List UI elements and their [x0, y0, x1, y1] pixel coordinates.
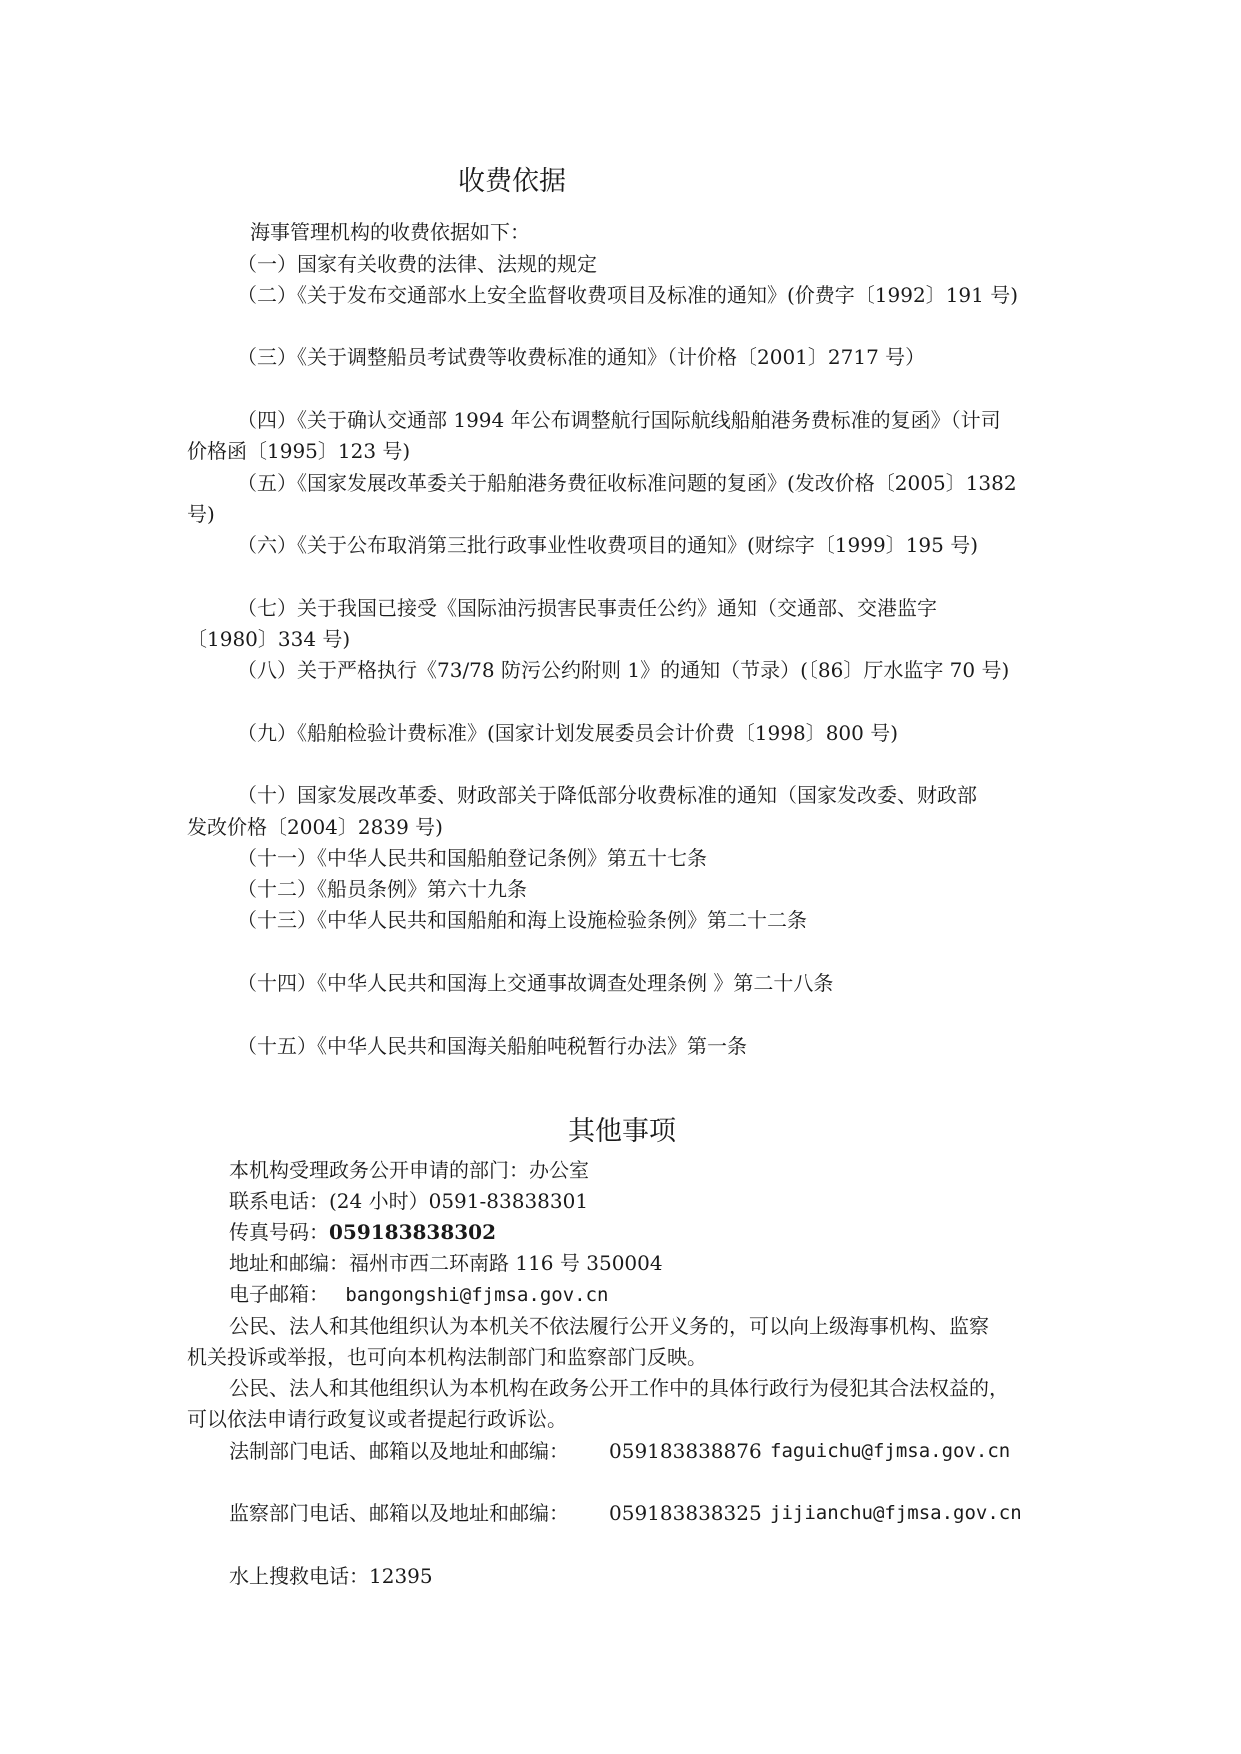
appeal-paragraph-line: 可以依法申请行政复议或者提起行政诉讼。	[187, 1407, 567, 1431]
fee-basis-item: （三）《关于调整船员考试费等收费标准的通知》（计价格〔2001〕2717 号）	[237, 345, 926, 369]
fee-basis-item: （五）《国家发展改革委关于船舶港务费征收标准问题的复函》(发改价格〔2005〕1382	[237, 471, 1017, 495]
appeal-paragraph-line: 公民、法人和其他组织认为本机构在政务公开工作中的具体行政行为侵犯其合法权益的，	[229, 1376, 1009, 1400]
complaint-paragraph-line: 公民、法人和其他组织认为本机关不依法履行公开义务的，可以向上级海事机构、监察	[229, 1314, 989, 1338]
phone-label: 联系电话：	[229, 1189, 329, 1213]
fee-basis-item-cont: 价格函〔1995〕123 号)	[187, 439, 411, 463]
fee-basis-item-cont: 号)	[187, 502, 215, 526]
fax-value: 059183838302	[329, 1220, 496, 1244]
email-value[interactable]: bangongshi@fjmsa.gov.cn	[345, 1284, 609, 1306]
section-title-other-matters: 其他事项	[568, 1116, 676, 1147]
dept-line: 本机构受理政务公开申请的部门：办公室	[229, 1158, 589, 1182]
complaint-paragraph-line: 机关投诉或举报，也可向本机构法制部门和监察部门反映。	[187, 1345, 707, 1369]
address-line	[229, 1253, 663, 1273]
fee-basis-intro: 海事管理机构的收费依据如下：	[250, 220, 530, 244]
fee-basis-item: （十三）《中华人民共和国船舶和海上设施检验条例》第二十二条	[237, 908, 807, 932]
fee-basis-item: （九）《船舶检验计费标准》(国家计划发展委员会计价费〔1998〕800 号)	[237, 721, 899, 745]
rescue-value: 12395	[369, 1564, 433, 1588]
rescue-line	[229, 1566, 433, 1586]
email-label: 电子邮箱：	[229, 1282, 329, 1306]
rescue-label: 水上搜救电话：	[229, 1564, 369, 1588]
legal-dept-line	[229, 1441, 569, 1461]
supervision-dept-phone: 059183838325	[609, 1501, 762, 1525]
fee-basis-item: （八）关于严格执行《73/78 防污公约附则 1》的通知（节录）(〔86〕厅水监字 70 号)	[237, 658, 1010, 682]
fee-basis-item-cont: 发改价格〔2004〕2839 号)	[187, 815, 443, 839]
fee-basis-item: （二）《关于发布交通部水上安全监督收费项目及标准的通知》(价费字〔1992〕191 号)	[237, 283, 1019, 307]
fax-label: 传真号码：	[229, 1220, 329, 1244]
fee-basis-item: （十）国家发展改革委、财政部关于降低部分收费标准的通知（国家发改委、财政部	[237, 783, 977, 807]
phone-value: (24 小时）0591-83838301	[329, 1189, 589, 1213]
supervision-dept-email[interactable]: jijianchu@fjmsa.gov.cn	[770, 1502, 1022, 1524]
fee-basis-item: （七）关于我国已接受《国际油污损害民事责任公约》通知（交通部、交港监字	[237, 596, 937, 620]
supervision-dept-label: 监察部门电话、邮箱以及地址和邮编：	[229, 1501, 569, 1525]
fee-basis-item: （十二）《船员条例》第六十九条	[237, 877, 527, 901]
phone-line	[229, 1191, 588, 1211]
fee-basis-item: （十一）《中华人民共和国船舶登记条例》第五十七条	[237, 846, 707, 870]
supervision-dept-line	[229, 1503, 569, 1523]
section-title-fee-basis: 收费依据	[458, 166, 566, 197]
fee-basis-item: （四）《关于确认交通部 1994 年公布调整航行国际航线船舶港务费标准的复函》（计司	[237, 408, 1001, 432]
legal-dept-label: 法制部门电话、邮箱以及地址和邮编：	[229, 1439, 569, 1463]
fee-basis-item: （十四）《中华人民共和国海上交通事故调查处理条例 》第二十八条	[237, 971, 834, 995]
fee-basis-item: （一）国家有关收费的法律、法规的规定	[237, 252, 597, 276]
fee-basis-item-cont: 〔1980〕334 号)	[187, 627, 351, 651]
legal-dept-email[interactable]: faguichu@fjmsa.gov.cn	[770, 1440, 1011, 1462]
address-label: 地址和邮编：	[229, 1251, 349, 1275]
email-line	[229, 1284, 608, 1305]
fax-line	[229, 1222, 496, 1242]
legal-dept-phone: 059183838876	[609, 1439, 762, 1463]
fee-basis-item: （六）《关于公布取消第三批行政事业性收费项目的通知》(财综字〔1999〕195 号)	[237, 533, 979, 557]
address-value: 福州市西二环南路 116 号 350004	[349, 1251, 663, 1275]
fee-basis-item: （十五）《中华人民共和国海关船舶吨税暂行办法》第一条	[237, 1034, 747, 1058]
